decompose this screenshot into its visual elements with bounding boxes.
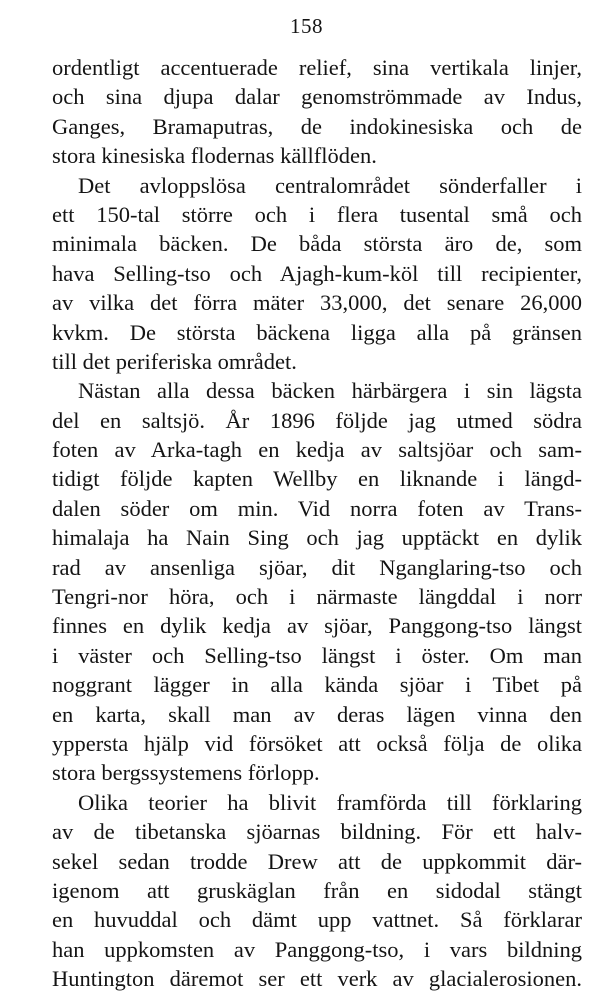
page-number: 158 xyxy=(290,14,323,38)
text-line: foten av Arka-tagh en kedja av saltsjöar och sam- xyxy=(52,437,582,463)
text-line: hava Selling-tso och Ajagh-kum-köl till recipienter, xyxy=(52,260,582,286)
text-line: Huntington däremot ser ett verk av glacialerosionen. xyxy=(52,966,582,992)
text-line: en karta, skall man av deras lägen vinna den xyxy=(52,701,582,727)
text-line: finnes en dylik kedja av sjöar, Panggong-tso längst xyxy=(52,613,582,639)
text-line: kvkm. De största bäckena ligga alla på gränsen xyxy=(52,319,582,345)
text-line: Tengri-nor höra, och i närmaste längddal i norr xyxy=(52,584,582,610)
text-line: rad av ansenliga sjöar, dit Nganglaring-tso och xyxy=(52,554,582,580)
body-text xyxy=(52,53,582,994)
text-line: igenom att gruskäglan från en sidodal stängt xyxy=(52,877,582,903)
text-line: noggrant lägger in alla kända sjöar i Tibet på xyxy=(52,672,582,698)
text-line: ett 150-tal större och i flera tusental små och xyxy=(52,201,582,227)
text-line: stora bergssystemens förlopp. xyxy=(52,760,320,786)
text-line: himalaja ha Nain Sing och jag upptäckt en dylik xyxy=(52,525,582,551)
text-line: till det periferiska området. xyxy=(52,348,297,374)
text-line: och sina djupa dalar genomströmmade av Indus, xyxy=(52,84,582,110)
text-line: minimala bäcken. De båda största äro de, som xyxy=(52,231,582,257)
text-line: i väster och Selling-tso längst i öster. Om man xyxy=(52,642,582,668)
text-line: en huvuddal och dämt upp vattnet. Så förklarar xyxy=(52,907,582,933)
text-line: Ganges, Bramaputras, de indokinesiska och de xyxy=(52,113,582,139)
text-line: Olika teorier ha blivit framförda till förklaring xyxy=(78,789,582,815)
text-line: tidigt följde kapten Wellby en liknande i längd- xyxy=(52,466,582,492)
text-line: Det avloppslösa centralområdet sönderfaller i xyxy=(78,172,582,198)
text-line: Nästan alla dessa bäcken härbärgera i sin lägsta xyxy=(78,378,582,404)
text-line: dalen söder om min. Vid norra foten av Trans- xyxy=(52,495,582,521)
text-line: ordentligt accentuerade relief, sina vertikala linjer, xyxy=(52,55,582,80)
text-line: sekel sedan trodde Drew att de uppkommit där- xyxy=(52,848,582,874)
text-line: han uppkomsten av Panggong-tso, i vars bildning xyxy=(52,936,582,962)
text-line: av vilka det förra mäter 33,000, det senare 26,000 xyxy=(52,290,582,316)
text-line: del en saltsjö. År 1896 följde jag utmed södra xyxy=(52,407,582,433)
text-line: stora kinesiska flodernas källflöden. xyxy=(52,143,377,169)
text-line: av de tibetanska sjöarnas bildning. För ett halv- xyxy=(52,819,582,845)
text-line: yppersta hjälp vid försöket att också följa de olika xyxy=(52,730,582,756)
